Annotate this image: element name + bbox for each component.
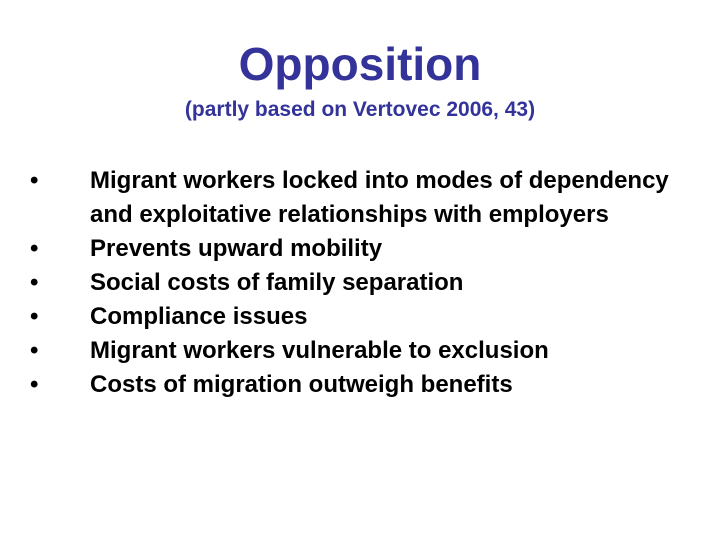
bullet-dot-icon: •	[30, 303, 39, 330]
bullet-item	[30, 300, 700, 334]
bullet-item	[30, 266, 700, 300]
bullet-item	[30, 164, 700, 232]
bullet-dot-icon: •	[30, 337, 39, 364]
slide-subtitle: (partly based on Vertovec 2006, 43)	[184, 98, 536, 121]
bullet-item	[30, 368, 700, 402]
bullet-text: Compliance issues	[90, 303, 308, 330]
bullet-text: Migrant workers locked into modes of dependency and exploitative relationships with employers	[90, 167, 669, 228]
bullet-item	[30, 232, 700, 266]
bullet-dot-icon: •	[30, 371, 39, 398]
slide-title: Opposition	[238, 38, 482, 90]
bullet-dot-icon: •	[30, 269, 39, 296]
bullet-text: Prevents upward mobility	[90, 235, 383, 262]
bullet-item	[30, 334, 700, 368]
bullet-text: Social costs of family separation	[90, 269, 464, 296]
bullet-dot-icon: •	[30, 235, 39, 262]
bullet-list	[30, 164, 700, 402]
bullet-text: Costs of migration outweigh benefits	[90, 371, 513, 398]
bullet-dot-icon: •	[30, 167, 39, 194]
bullet-text: Migrant workers vulnerable to exclusion	[90, 337, 549, 364]
